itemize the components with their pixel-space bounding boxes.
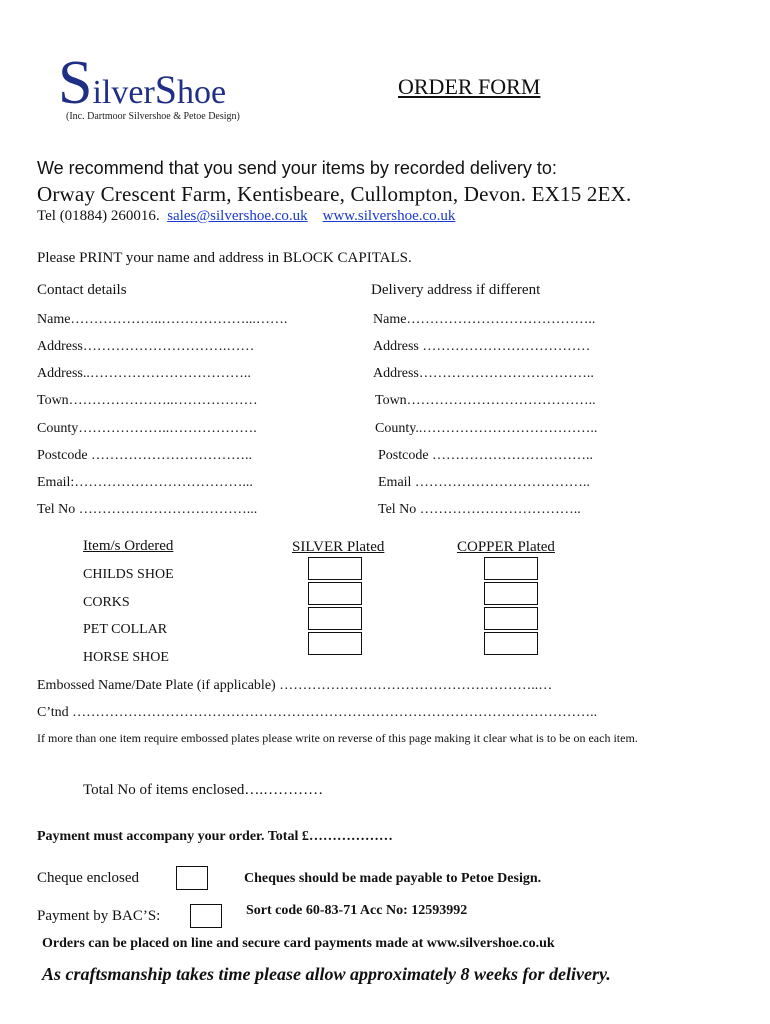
total-items-field[interactable]: Total No of items enclosed….………… [83, 782, 324, 798]
telephone: Tel (01884) 260016. [37, 208, 160, 224]
delivery-email-field[interactable]: Email ……………………………….. [378, 475, 590, 490]
embossed-plate-field[interactable]: Embossed Name/Date Plate (if applicable) ………………………………………………..… [37, 678, 553, 693]
silver-corks-box[interactable] [308, 582, 362, 605]
contact-email-field[interactable]: Email:………………………………... [37, 475, 253, 490]
multiple-items-note: If more than one item require embossed plates please write on reverse of this page making it clear what is to be on each item. [37, 731, 638, 745]
page-title: ORDER FORM [398, 74, 541, 99]
contact-address1-field[interactable]: Address………………………….…… [37, 339, 255, 354]
delivery-county-field[interactable]: County..……………………………….. [375, 421, 598, 436]
copper-childs-shoe-box[interactable] [484, 557, 538, 580]
print-notice: Please PRINT your name and address in BLOCK CAPITALS. [37, 250, 412, 266]
delivery-town-field[interactable]: Town………………………………….. [375, 393, 596, 408]
website-link[interactable]: www.silvershoe.co.uk [322, 208, 456, 224]
contact-line [37, 208, 455, 225]
contact-heading: Contact details [37, 282, 127, 298]
items-heading: Item/s Ordered [83, 538, 174, 554]
cheque-label: Cheque enclosed [37, 870, 140, 886]
logo-subtitle: (Inc. Dartmoor Silvershoe & Petoe Design) [66, 111, 240, 122]
contact-county-field[interactable]: County………………..………………. [37, 421, 257, 436]
postal-address: Orway Crescent Farm, Kentisbeare, Cullompton, Devon. EX15 2EX. [37, 182, 632, 206]
payment-total-line: Payment must accompany your order. Total £……………… [37, 829, 393, 844]
delivery-time-note: As craftsmanship takes time please allow approximately 8 weeks for delivery. [42, 964, 611, 984]
contact-tel-field[interactable]: Tel No ………………………………... [37, 502, 258, 517]
item-corks: CORKS [83, 595, 130, 610]
bacs-checkbox[interactable] [190, 904, 222, 928]
logo-text-hoe: hoe [177, 74, 227, 111]
delivery-heading: Delivery address if different [371, 282, 541, 298]
logo-text-ilver: ilver [92, 74, 155, 111]
logo-letter-s2: S [154, 67, 178, 112]
delivery-name-field[interactable]: Name………………………………….. [373, 312, 596, 327]
item-horse-shoe: HORSE SHOE [83, 650, 169, 665]
delivery-tel-field[interactable]: Tel No …………………………….. [378, 502, 581, 517]
contact-address2-field[interactable]: Address..…………………………….. [37, 366, 251, 381]
copper-pet-collar-box[interactable] [484, 607, 538, 630]
online-orders-note: Orders can be placed on line and secure card payments made at www.silvershoe.co.uk [42, 936, 555, 951]
recommend-text: We recommend that you send your items by recorded delivery to: [37, 158, 557, 178]
delivery-address1-field[interactable]: Address ……………………………… [373, 339, 591, 354]
copper-horse-shoe-box[interactable] [484, 632, 538, 655]
silver-heading: SILVER Plated [292, 539, 385, 555]
continued-field[interactable]: C’tnd ………………………………………………………………………………………………….. [37, 705, 598, 720]
contact-postcode-field[interactable]: Postcode …………………………….. [37, 448, 253, 463]
copper-heading: COPPER Plated [457, 539, 555, 555]
bacs-label: Payment by BAC’S: [37, 908, 161, 924]
logo-letter-s1: S [58, 49, 93, 117]
copper-corks-box[interactable] [484, 582, 538, 605]
silver-horse-shoe-box[interactable] [308, 632, 362, 655]
contact-name-field[interactable]: Name………………..………………...……. [37, 312, 288, 327]
bank-details: Sort code 60-83-71 Acc No: 12593992 [246, 903, 468, 918]
item-pet-collar: PET COLLAR [83, 622, 168, 637]
cheque-checkbox[interactable] [176, 866, 208, 890]
silver-childs-shoe-box[interactable] [308, 557, 362, 580]
delivery-postcode-field[interactable]: Postcode …………………………….. [378, 448, 594, 463]
contact-town-field[interactable]: Town…………………..……………… [37, 393, 258, 408]
cheque-payable-note: Cheques should be made payable to Petoe Design. [244, 871, 542, 886]
item-childs-shoe: CHILDS SHOE [83, 567, 174, 582]
silver-pet-collar-box[interactable] [308, 607, 362, 630]
delivery-address2-field[interactable]: Address……………………………….. [373, 366, 594, 381]
email-link[interactable]: sales@silvershoe.co.uk [167, 208, 308, 224]
